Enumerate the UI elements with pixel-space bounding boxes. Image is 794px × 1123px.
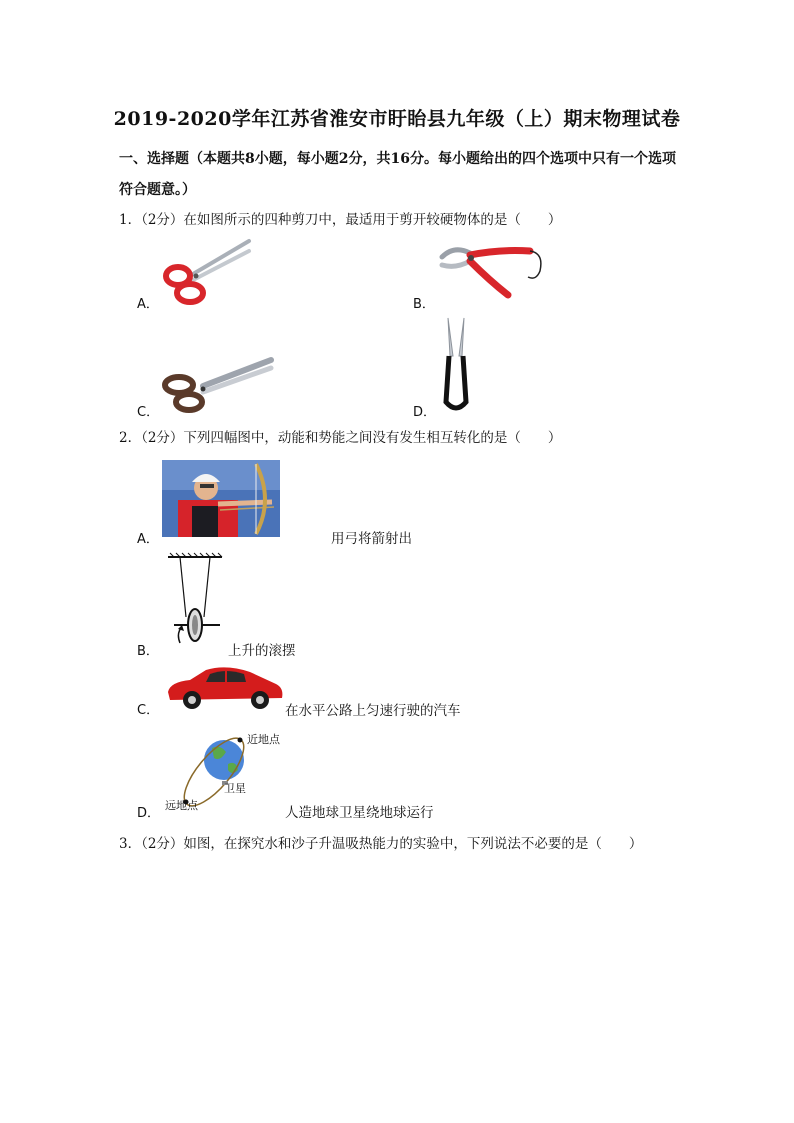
q2-option-d-caption: 人造地球卫星绕地球运行 [285,805,434,821]
satellite-label: 卫星 [224,782,246,795]
q1-option-b-pruning-shears-image[interactable] [440,241,550,303]
q2-option-b-maxwell-wheel-image[interactable] [166,553,226,649]
q1-option-c-tailor-scissors-image[interactable] [163,358,275,414]
q1-option-a-scissors-image[interactable] [163,238,253,306]
page-title: 2019-2020学年江苏省淮安市盱眙县九年级（上）期末物理试卷 [113,108,681,130]
q1-option-d-label: D． [413,405,437,420]
q2-option-a-caption: 用弓将箭射出 [331,531,412,547]
section-heading: 一、选择题（本题共8小题，每小题2分，共16分。每小题给出的四个选项中只有一个选项符合题意。） [119,151,676,198]
q2-option-a-archer-image[interactable] [162,460,280,537]
q1-option-b-label: B． [413,297,435,312]
q1-option-c-label: C． [137,405,160,420]
question-3-stem: 3．（2分）如图，在探究水和沙子升温吸热能力的实验中，下列说法不必要的是（ ） [119,836,643,852]
q2-option-a-label: A． [137,532,159,547]
question-2-stem: 2．（2分）下列四幅图中，动能和势能之间没有发生相互转化的是（ ） [119,430,562,446]
satellite-near-point-label: 近地点 [247,733,280,746]
q2-option-d-label: D． [137,806,161,821]
q2-option-b-caption: 上升的滚摆 [228,643,296,659]
satellite-far-point-label: 远地点 [165,799,198,812]
q2-option-c-car-image[interactable] [166,662,284,712]
q1-option-d-thread-snips-image[interactable] [440,316,472,414]
q2-option-c-label: C． [137,703,160,718]
q1-option-a-label: A． [137,297,159,312]
question-1-stem: 1．（2分）在如图所示的四种剪刀中，最适用于剪开较硬物体的是（ ） [119,212,562,228]
q2-option-c-caption: 在水平公路上匀速行驶的汽车 [285,703,461,719]
q2-option-b-label: B． [137,644,159,659]
